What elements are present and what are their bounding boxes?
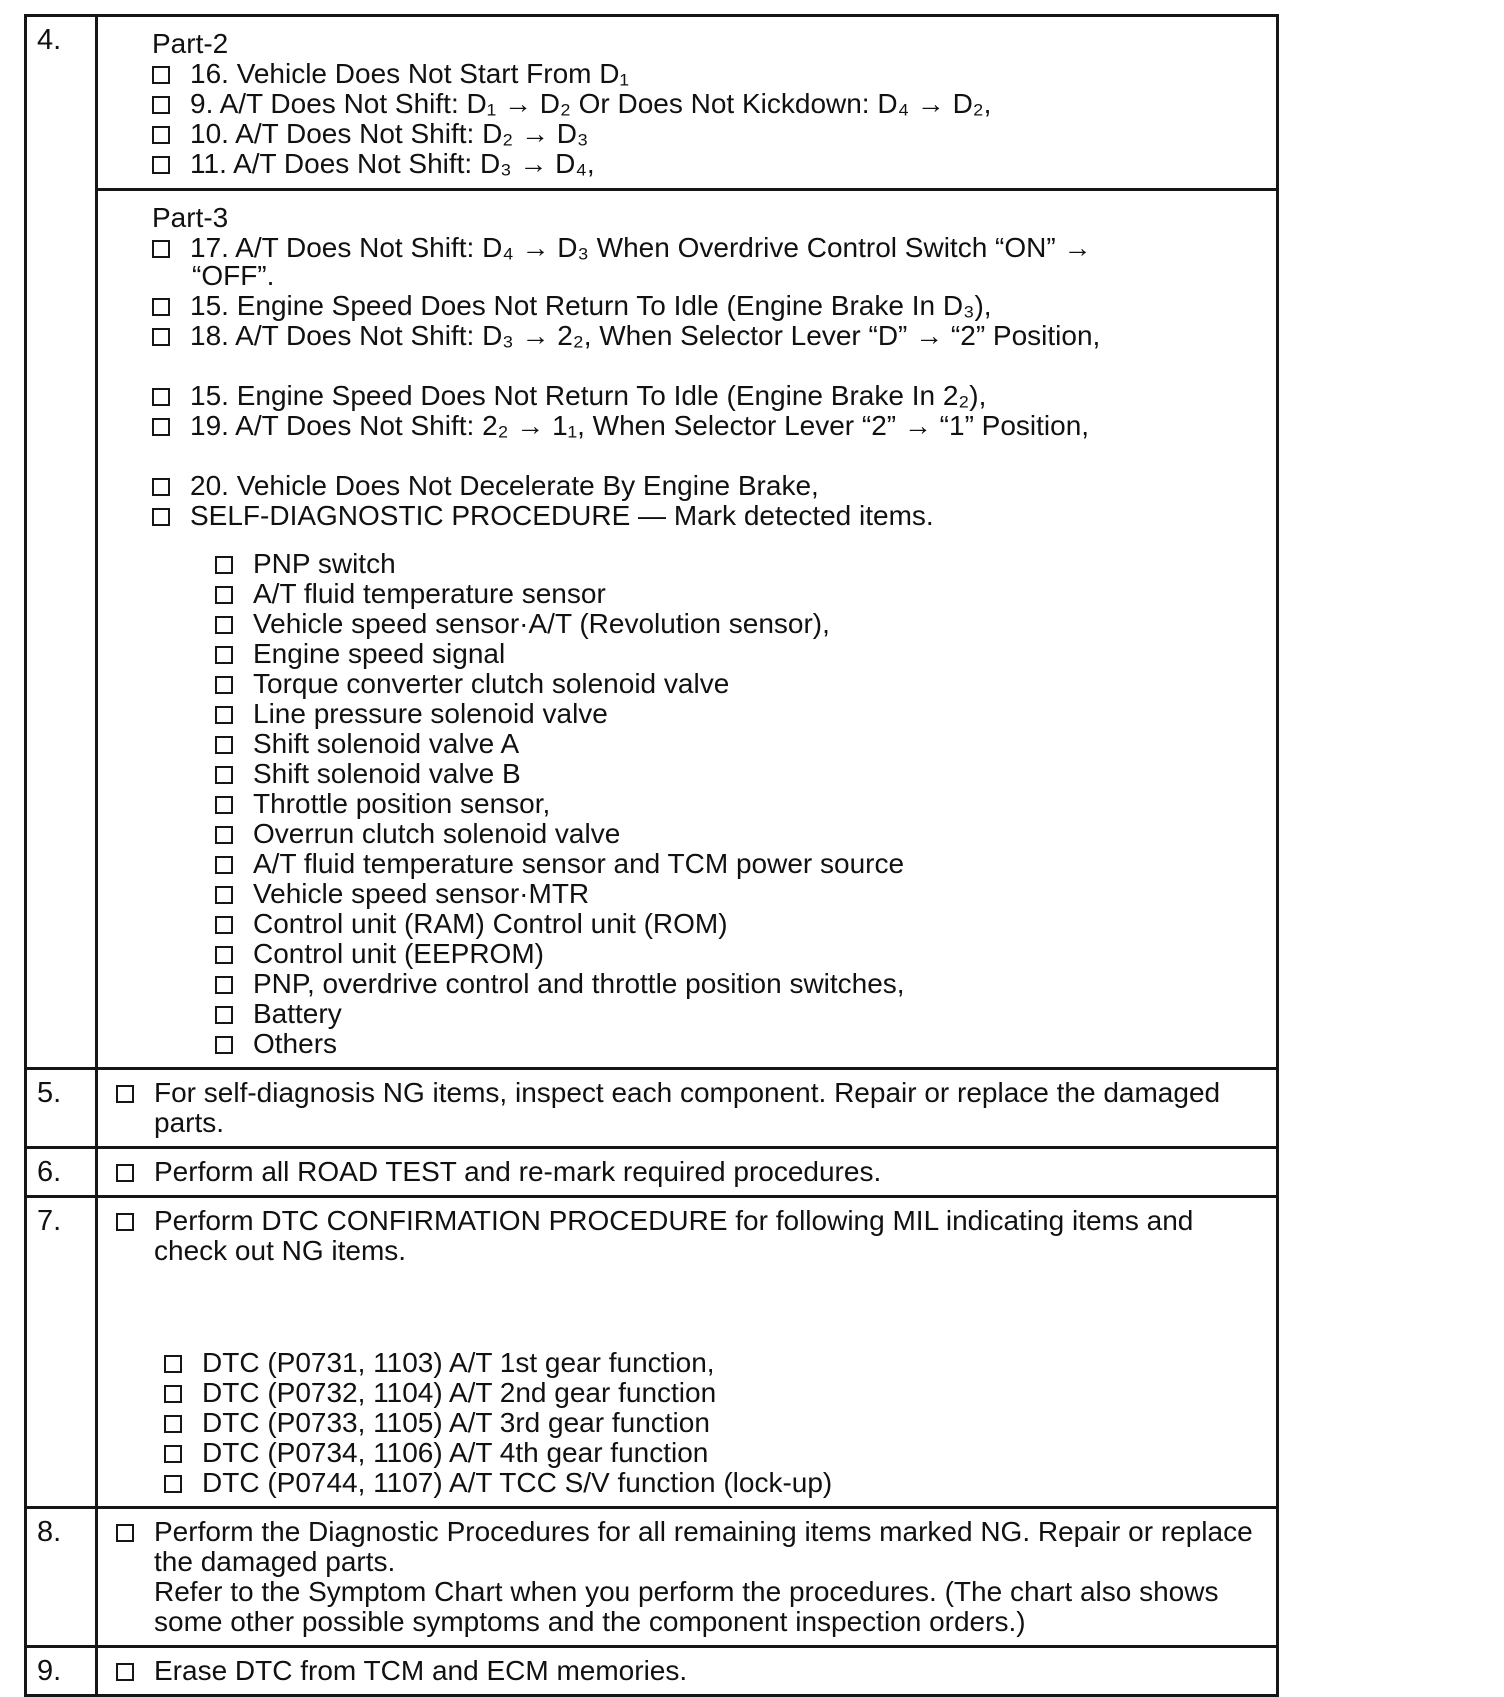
row-4-part3: [26, 190, 1278, 1069]
item-label: Battery: [253, 998, 342, 1029]
item-label: Shift solenoid valve A: [253, 728, 520, 759]
item-label: Control unit (EEPROM): [253, 938, 544, 969]
item-label: 19. A/T Does Not Shift: 2₂ → 1₁, When Selector Lever “2” → “1” Position,: [190, 410, 1090, 441]
checkbox[interactable]: [215, 706, 233, 724]
item-label: Perform the Diagnostic Procedures for all remaining items marked NG. Repair or replace the damaged parts.: [154, 1516, 1253, 1577]
item-label: SELF-DIAGNOSTIC PROCEDURE — Mark detected items.: [190, 500, 934, 531]
item-label: Erase DTC from TCM and ECM memories.: [154, 1655, 688, 1686]
list-item[interactable]: [106, 1348, 1266, 1378]
checkbox[interactable]: [152, 126, 170, 144]
item-label: 16. Vehicle Does Not Start From D₁: [190, 58, 629, 89]
list-item[interactable]: [106, 1206, 1266, 1266]
list-item[interactable]: [106, 501, 1266, 531]
checkbox[interactable]: [215, 826, 233, 844]
list-item[interactable]: [106, 411, 1266, 441]
row-8-cell: [97, 1508, 1278, 1647]
checkbox[interactable]: [116, 1524, 134, 1542]
item-label: 11. A/T Does Not Shift: D₃ → D₄,: [190, 148, 595, 179]
checkbox[interactable]: [215, 736, 233, 754]
list-item[interactable]: [106, 1378, 1266, 1408]
checkbox[interactable]: [164, 1355, 182, 1373]
part2-cell: [97, 16, 1278, 190]
item-label: Vehicle speed sensor·MTR: [253, 878, 590, 909]
checkbox[interactable]: [152, 328, 170, 346]
list-item[interactable]: [106, 939, 1266, 969]
row-9: [26, 1647, 1278, 1696]
checkbox[interactable]: [215, 556, 233, 574]
item-label: 18. A/T Does Not Shift: D₃ → 2₂, When Selector Lever “D” → “2” Position,: [190, 320, 1101, 351]
checkbox[interactable]: [215, 766, 233, 784]
list-item[interactable]: [106, 1656, 1266, 1686]
list-item[interactable]: [106, 1029, 1266, 1059]
item-label: 20. Vehicle Does Not Decelerate By Engine Brake,: [190, 470, 819, 501]
list-item[interactable]: [106, 89, 1266, 119]
item-label: DTC (P0731, 1103) A/T 1st gear function,: [202, 1347, 715, 1378]
item-label: DTC (P0734, 1106) A/T 4th gear function: [202, 1437, 709, 1468]
checkbox[interactable]: [215, 586, 233, 604]
list-item[interactable]: [106, 149, 1266, 179]
list-item[interactable]: [106, 609, 1266, 639]
list-item[interactable]: [106, 699, 1266, 729]
list-item[interactable]: [106, 729, 1266, 759]
item-label: Throttle position sensor,: [253, 788, 551, 819]
item-label: Overrun clutch solenoid valve: [253, 818, 621, 849]
row-5: [26, 1069, 1278, 1148]
row-number: 5.: [26, 1069, 97, 1148]
row-6: [26, 1148, 1278, 1197]
item-label: DTC (P0733, 1105) A/T 3rd gear function: [202, 1407, 710, 1438]
row-number: 7.: [26, 1197, 97, 1508]
checkbox[interactable]: [164, 1415, 182, 1433]
checkbox[interactable]: [152, 240, 170, 258]
checkbox[interactable]: [152, 96, 170, 114]
item-continuation: “OFF”.: [192, 260, 275, 291]
item-label: Line pressure solenoid valve: [253, 698, 608, 729]
list-item[interactable]: [106, 879, 1266, 909]
list-item[interactable]: [106, 549, 1266, 579]
list-item[interactable]: [106, 233, 1266, 263]
row-8: [26, 1508, 1278, 1647]
list-item[interactable]: [106, 999, 1266, 1029]
checkbox[interactable]: [215, 916, 233, 934]
checkbox[interactable]: [215, 856, 233, 874]
list-item[interactable]: [106, 381, 1266, 411]
checkbox[interactable]: [215, 1006, 233, 1024]
checkbox[interactable]: [152, 298, 170, 316]
row-number: 9.: [26, 1647, 97, 1696]
checkbox[interactable]: [152, 418, 170, 436]
item-label: Engine speed signal: [253, 638, 506, 669]
row-number: 4.: [26, 16, 97, 1069]
checkbox[interactable]: [215, 796, 233, 814]
list-item[interactable]: [106, 849, 1266, 879]
list-item[interactable]: [106, 579, 1266, 609]
list-item[interactable]: [106, 1468, 1266, 1498]
row-6-cell: [97, 1148, 1278, 1197]
row-9-cell: [97, 1647, 1278, 1696]
list-item[interactable]: [106, 471, 1266, 501]
checkbox[interactable]: [116, 1085, 134, 1103]
list-item[interactable]: [106, 1517, 1266, 1577]
checkbox[interactable]: [152, 156, 170, 174]
list-item[interactable]: [106, 1157, 1266, 1187]
item-label: For self-diagnosis NG items, inspect each component. Repair or replace the damaged parts.: [154, 1077, 1221, 1138]
item-label: 9. A/T Does Not Shift: D₁ → D₂ Or Does Not Kickdown: D₄ → D₂,: [190, 88, 992, 119]
list-item[interactable]: [106, 639, 1266, 669]
list-item[interactable]: [106, 909, 1266, 939]
row-7: [26, 1197, 1278, 1508]
checkbox[interactable]: [215, 946, 233, 964]
checkbox[interactable]: [215, 976, 233, 994]
list-item[interactable]: [106, 1078, 1266, 1138]
row-5-cell: [97, 1069, 1278, 1148]
list-item[interactable]: [106, 759, 1266, 789]
list-item[interactable]: [106, 59, 1266, 89]
checkbox[interactable]: [152, 66, 170, 84]
item-label: Perform all ROAD TEST and re-mark required procedures.: [154, 1156, 882, 1187]
item-label: Perform DTC CONFIRMATION PROCEDURE for following MIL indicating items and check out NG items.: [154, 1205, 1194, 1266]
item-label: 17. A/T Does Not Shift: D₄ → D₃ When Overdrive Control Switch “ON” →: [190, 232, 1092, 263]
checkbox[interactable]: [164, 1475, 182, 1493]
item-label: Control unit (RAM) Control unit (ROM): [253, 908, 728, 939]
checkbox[interactable]: [215, 646, 233, 664]
item-label: A/T fluid temperature sensor: [253, 578, 606, 609]
checkbox[interactable]: [164, 1445, 182, 1463]
list-item[interactable]: [106, 789, 1266, 819]
item-label: DTC (P0732, 1104) A/T 2nd gear function: [202, 1377, 717, 1408]
list-item[interactable]: [106, 291, 1266, 321]
list-item[interactable]: [106, 321, 1266, 351]
item-label: Shift solenoid valve B: [253, 758, 521, 789]
row-number: 8.: [26, 1508, 97, 1647]
item-label: 15. Engine Speed Does Not Return To Idle (Engine Brake In 2₂),: [190, 380, 987, 411]
checkbox[interactable]: [152, 508, 170, 526]
checkbox[interactable]: [116, 1164, 134, 1182]
checkbox[interactable]: [215, 676, 233, 694]
row-7-cell: [97, 1197, 1278, 1508]
checkbox[interactable]: [152, 388, 170, 406]
list-item[interactable]: [106, 1408, 1266, 1438]
row-8-note: Refer to the Symptom Chart when you perform the procedures. (The chart also shows some other possible symptoms and the component inspection orders.): [154, 1576, 1219, 1637]
row-number: 6.: [26, 1148, 97, 1197]
self-diagnostic-list: [106, 549, 1266, 1059]
item-label: Others: [253, 1028, 338, 1059]
checkbox[interactable]: [215, 1036, 233, 1054]
item-label: Vehicle speed sensor·A/T (Revolution sensor),: [253, 608, 830, 639]
item-label: DTC (P0744, 1107) A/T TCC S/V function (lock-up): [202, 1467, 833, 1498]
list-item[interactable]: [106, 669, 1266, 699]
checkbox[interactable]: [215, 616, 233, 634]
part2-title: Part-2: [152, 28, 229, 59]
checkbox[interactable]: [152, 478, 170, 496]
list-item[interactable]: [106, 1438, 1266, 1468]
item-label: Torque converter clutch solenoid valve: [253, 668, 730, 699]
checkbox[interactable]: [215, 886, 233, 904]
part3-title: Part-3: [152, 202, 229, 233]
list-item[interactable]: [106, 819, 1266, 849]
list-item[interactable]: [106, 969, 1266, 999]
item-label: 15. Engine Speed Does Not Return To Idle (Engine Brake In D₃),: [190, 290, 992, 321]
item-label: PNP, overdrive control and throttle position switches,: [253, 968, 905, 999]
checkbox[interactable]: [164, 1385, 182, 1403]
item-label: PNP switch: [253, 548, 396, 579]
diagnostic-worksheet-table: [24, 14, 1279, 1697]
checkbox[interactable]: [116, 1663, 134, 1681]
row-4-part2: [26, 16, 1278, 190]
item-label: A/T fluid temperature sensor and TCM power source: [253, 848, 905, 879]
item-label: 10. A/T Does Not Shift: D₂ → D₃: [190, 118, 589, 149]
part3-cell: [97, 190, 1278, 1069]
checkbox[interactable]: [116, 1213, 134, 1231]
list-item[interactable]: [106, 119, 1266, 149]
